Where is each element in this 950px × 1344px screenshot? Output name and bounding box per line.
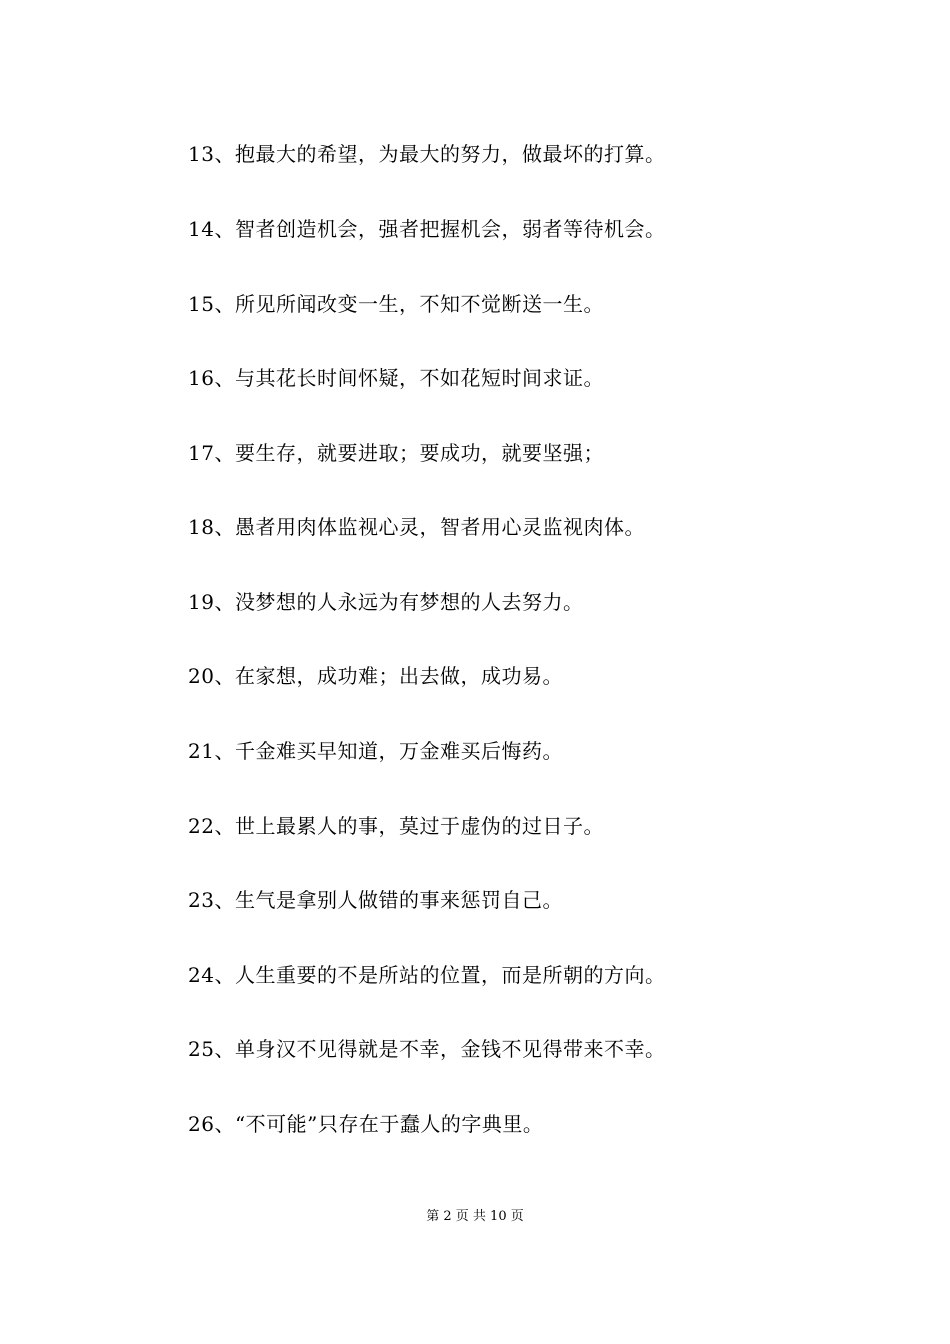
quote-number: 24、 (188, 963, 235, 987)
quote-item-18 (188, 513, 645, 541)
quote-text: 千金难买早知道，万金难买后悔药。 (234, 739, 563, 763)
quote-text: 与其花长时间怀疑，不如花短时间求证。 (234, 366, 604, 390)
quote-number: 19、 (188, 590, 235, 614)
quote-text: 单身汉不见得就是不幸，金钱不见得带来不幸。 (234, 1037, 666, 1061)
quote-item-19 (188, 588, 583, 616)
quote-number: 22、 (188, 814, 235, 838)
quote-number: 13、 (188, 142, 235, 166)
quote-text: 人生重要的不是所站的位置，而是所朝的方向。 (234, 963, 666, 987)
quote-item-20 (188, 662, 563, 690)
quote-number: 20、 (188, 664, 235, 688)
quote-item-25 (188, 1035, 665, 1063)
quote-text: 智者创造机会，强者把握机会，弱者等待机会。 (234, 217, 666, 241)
quote-number: 25、 (188, 1037, 235, 1061)
quote-number: 14、 (188, 217, 235, 241)
quote-text: 在家想，成功难；出去做，成功易。 (234, 664, 563, 688)
page-footer: 第 2 页 共 10 页 (426, 1209, 524, 1224)
quote-text: 要生存，就要进取；要成功，就要坚强； (234, 441, 604, 465)
quote-item-13 (188, 140, 665, 168)
quote-item-26 (188, 1110, 543, 1138)
quote-item-17 (188, 439, 604, 467)
quote-number: 15、 (188, 292, 235, 316)
quote-text: “不可能”只存在于蠢人的字典里。 (234, 1112, 544, 1136)
quote-text: 生气是拿别人做错的事来惩罚自己。 (234, 888, 563, 912)
quote-item-23 (188, 886, 563, 914)
quote-text: 没梦想的人永远为有梦想的人去努力。 (234, 590, 584, 614)
quote-number: 21、 (188, 739, 235, 763)
quote-text: 抱最大的希望，为最大的努力，做最坏的打算。 (234, 142, 666, 166)
quote-number: 18、 (188, 515, 235, 539)
quote-item-22 (188, 812, 604, 840)
quote-text: 所见所闻改变一生，不知不觉断送一生。 (234, 292, 604, 316)
quote-item-24 (188, 961, 665, 989)
quote-number: 26、 (188, 1112, 235, 1136)
quote-text: 愚者用肉体监视心灵，智者用心灵监视肉体。 (234, 515, 645, 539)
quote-item-15 (188, 290, 604, 318)
quote-item-14 (188, 215, 665, 243)
quote-item-21 (188, 737, 563, 765)
quote-number: 16、 (188, 366, 235, 390)
quote-number: 23、 (188, 888, 235, 912)
quote-item-16 (188, 364, 604, 392)
quote-number: 17、 (188, 441, 235, 465)
quote-text: 世上最累人的事，莫过于虚伪的过日子。 (234, 814, 604, 838)
